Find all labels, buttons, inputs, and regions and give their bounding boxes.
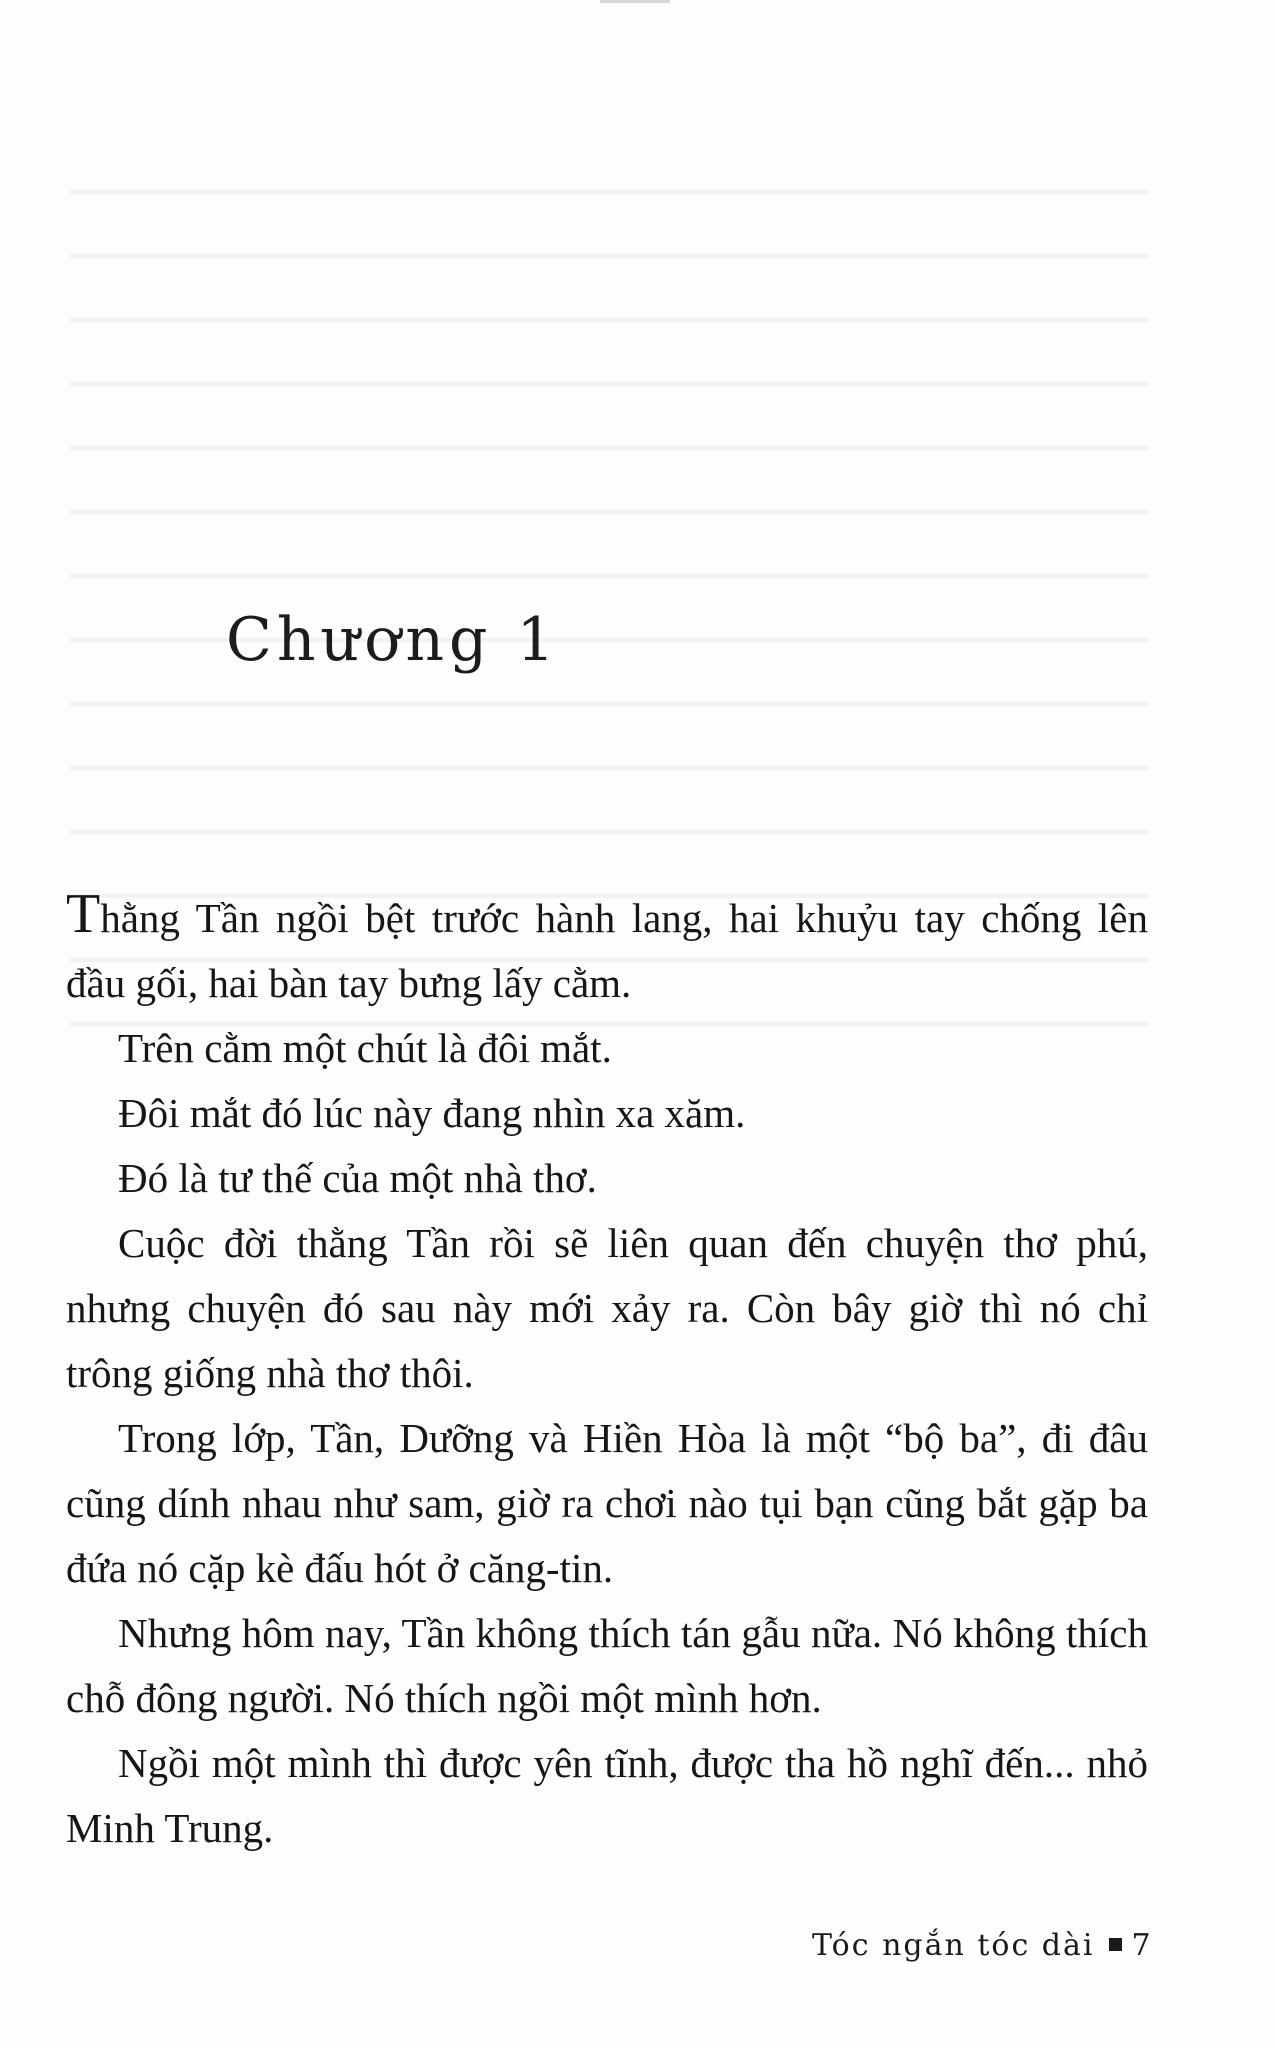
page-number: 7 [1131, 1928, 1153, 1963]
paragraph-2: Trên cằm một chút là đôi mắt. [118, 1025, 612, 1071]
paragraph-text: hằng Tần ngồi bệt trước hành lang, hai khuỷu tay chống lên đầu gối, hai bàn tay bưng lấy cằm. [66, 895, 1148, 1006]
square-bullet-icon [1109, 1938, 1122, 1951]
running-title: Tóc ngắn tóc dài [812, 1928, 1095, 1963]
scan-edge-mark [600, 0, 670, 3]
page-footer [812, 1928, 1153, 1963]
paragraph-1 [66, 883, 1148, 1016]
paragraph-5: Cuộc đời thằng Tần rồi sẽ liên quan đến chuyện thơ phú, nhưng chuyện đó sau này mới xảy ra. Còn bây giờ thì nó chỉ trông giống nhà thơ thôi. [66, 1220, 1148, 1396]
paragraph-6: Trong lớp, Tần, Dưỡng và Hiền Hòa là một “bộ ba”, đi đâu cũng dính nhau như sam, giờ ra chơi nào tụi bạn cũng bắt gặp ba đứa nó cặp kè đấu hót ở căng-tin. [66, 1415, 1148, 1591]
paragraph-3: Đôi mắt đó lúc này đang nhìn xa xăm. [118, 1090, 746, 1136]
drop-cap: T [66, 883, 101, 945]
paragraph-4: Đó là tư thế của một nhà thơ. [118, 1155, 597, 1201]
paragraph-8: Ngồi một mình thì được yên tĩnh, được tha hồ nghĩ đến... nhỏ Minh Trung. [66, 1740, 1148, 1851]
paragraph-7: Nhưng hôm nay, Tần không thích tán gẫu nữa. Nó không thích chỗ đông người. Nó thích ngồi một mình hơn. [66, 1610, 1148, 1721]
chapter-body [66, 883, 1148, 1861]
chapter-title: Chương 1 [226, 605, 560, 675]
